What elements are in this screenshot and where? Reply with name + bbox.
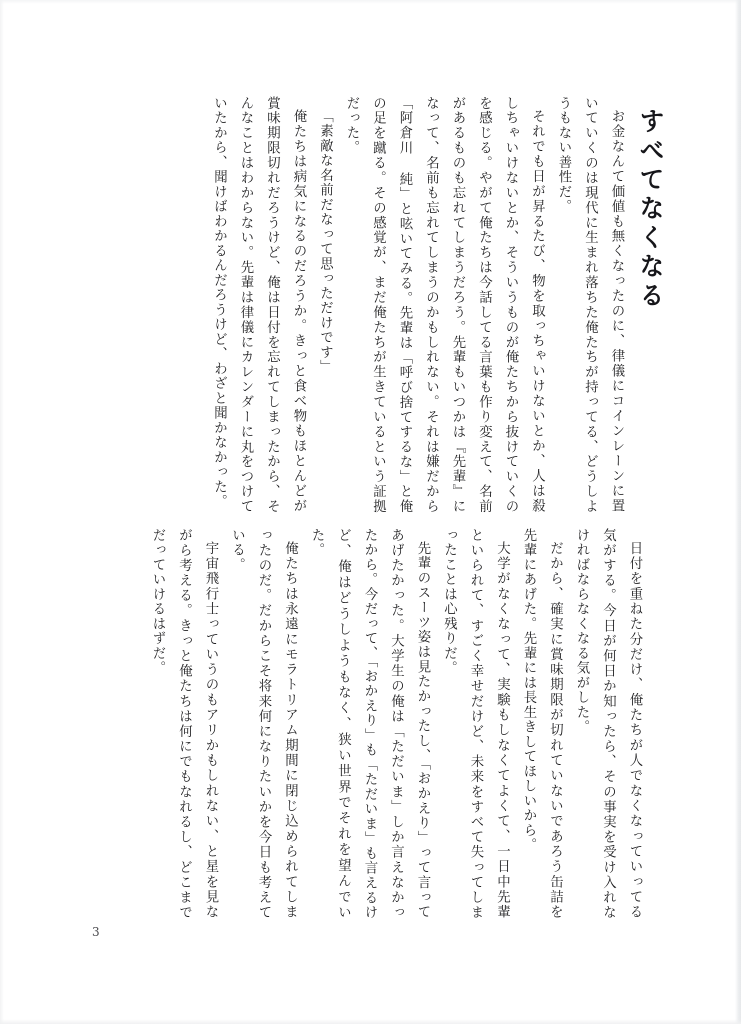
paragraph: それでも日が昇るたび、物を取っちゃいけないとか、人は殺しちゃいけないとか、そういうものが俺たちから抜けていくのを感じる。やがて俺たちは今話してる言葉も作り変えて、名前があるものも忘れてしまうだろう。先輩もいつかは『先輩』になって、名前も忘れてしまうのかもしれない。それは嫌だから「阿倉川 純」と呟いてみる。先輩は「呼び捨てするな」と俺の足を蹴る。その感覚が、まだ俺たちが生きているという証拠だった。	[344, 96, 545, 514]
paragraph: だから、確実に賞味期限が切れていないであろう缶詰を先輩にあげた。先輩には長生きしてほしいから。	[521, 528, 563, 920]
paragraph: 俺たちは病気になるのだろうか。きっと食べ物もほとんどが賞味期限切れだろうけど、俺は日付を忘れてしまったから、そんなことはわからない。先輩は律儀にカレンダーに丸をつけていたから、聞けばわかるんだろうけど、わざと聞かなかった。	[211, 96, 306, 514]
page-title: すべてなくなる	[636, 108, 665, 311]
paragraph: 俺たちは永遠にモラトリアム期間に閉じ込められてしまったのだ。だからこそ将来何になりたいかを今日も考えている。	[229, 528, 298, 920]
paragraph: 大学がなくなって、実験もしなくてよくて、一日中先輩といられて、すごく幸せだけど、未来をすべて失ってしまったことは心残りだ。	[441, 528, 510, 920]
body-text-top-block	[137, 96, 629, 514]
paragraph: 宇宙飛行士っていうのもアリかもしれない、と星を見ながら考える。きっと俺たちは何にでもなれるし、どこまでだっていけるはずだ。	[150, 528, 218, 920]
body-text-bottom-block	[107, 528, 647, 920]
paragraph: 先輩のスーツ姿は見たかったし、「おかえり」って言ってあげたかった。大学生の俺は「ただいま」しか言えなかったから。今だって、「おかえり」も「ただいま」も言えるけど、俺はどうしようもなく、狭い世界でそれを望んでいた。	[309, 528, 430, 920]
page-edge-right	[735, 0, 741, 1024]
page-edge-bottom	[0, 1019, 741, 1024]
page-edge-top	[0, 0, 741, 4]
paragraph: 日付を重ねた分だけ、俺たちが人でなくなっていってる気がする。今日が何日か知ったら、その事実を受け入れなければならなくなる気がした。	[574, 528, 642, 920]
page-edge-left	[0, 0, 4, 1024]
paragraph: 「素敵な名前だなって思っただけです」	[317, 109, 333, 375]
paragraph: お金なんて価値も無くなったのに、律儀にコインレーンに置いていくのは現代に生まれ落ちた俺たちが持ってる、どうしようもない善性だ。	[556, 96, 624, 514]
page-number: 3	[92, 925, 100, 939]
